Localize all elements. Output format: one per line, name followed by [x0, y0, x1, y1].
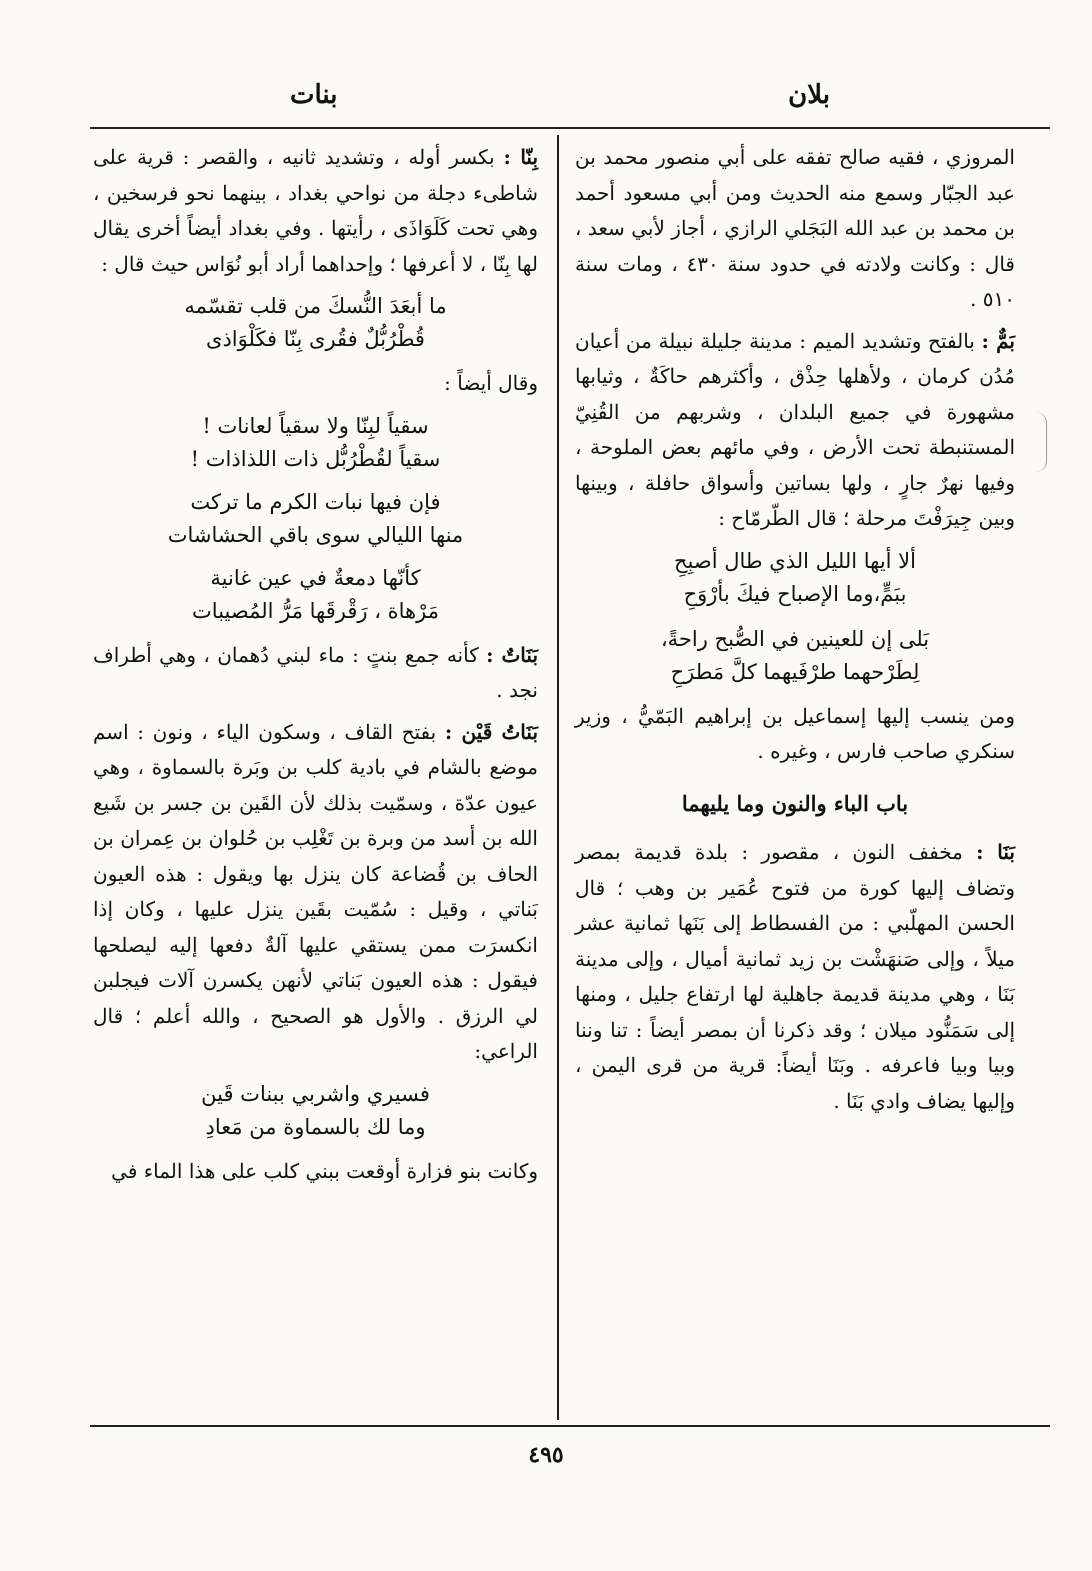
- verse-rai: [93, 1078, 538, 1144]
- verse-line: فإن فيها نبات الكرم ما تركت: [190, 489, 441, 514]
- paragraph-marwazi: المروزي ، فقيه صالح تفقه على أبي منصور محمد بن عبد الجبّار وسمع منه الحديث ومن أبي مسعود أحمد بن محمد بن عبد الله البَجَلي الرازي ، أجاز لأبي سعد ، قال : وكانت ولادته في حدود سنة ٤٣٠ ، ومات سنة ٥١٠ .: [575, 145, 1015, 311]
- paragraph-final: وكانت بنو فزارة أوقعت ببني كلب على هذا الماء في: [111, 1158, 538, 1183]
- verse-line: ألا أيها الليل الذي طال أصبِحِ: [674, 548, 916, 573]
- verse-line: فسيري واشربي ببنات قَين: [201, 1081, 430, 1106]
- verse-line: ببَمٍّ،وما الإصباح فيكَ بأرْوَحِ: [683, 581, 907, 606]
- paragraph-bammi: ومن ينسب إليها إسماعيل بن إبراهيم البَمّيُّ ، وزير سنكري صاحب فارس ، وغيره .: [575, 703, 1015, 763]
- entry-binna: بِنّا : بكسر أوله ، وتشديد ثانيه ، والقصر : قرية على شاطىء دجلة من نواحي بغداد ، بينهما نحو فرسخين ، وهي تحت كَلَوَاذَى ، رأيتها . وفي بغداد أيضاً أخرى يقال لها بِنّا ، لا أعرفها ؛ وإحداهما أراد أبو نُوَاس حيث قال :: [93, 145, 539, 276]
- entry-banat: بَنَاتٌ : كأنه جمع بنتٍ : ماء لبني دُهمان ، وهي أطراف نجد .: [93, 642, 539, 702]
- column-divider: [557, 135, 559, 1420]
- also-said-line: وقال أيضاً :: [444, 371, 538, 395]
- verse-line: بَلى إن للعينين في الصُّبح راحةً،: [660, 626, 930, 651]
- header-left-word: بنات: [290, 80, 338, 110]
- page-header: [90, 70, 1050, 130]
- entry-bana: بَنَا : مخفف النون ، مقصور : بلدة قديمة بمصر وتضاف إليها كورة من فتوح عُمَير بن وهب ؛ قال الحسن المهلّبي : من الفسطاط إلى بَنَها ثمانية عشر ميلاً ، وإلى صَنهَشْت بن زيد ثمانية أميال ، وإلى مدينة بَنَا ، وهي مدينة قديمة جاهلية لها ارتفاع جليل ، ومنها إلى سَمَنُّود ميلان ؛ وقد ذكرنا أن بمصر أيضاً : تنا وننا وبيا وبيا فاعرفه . وبَنَا أيضاً: قرية من قرى اليمن ، وإليها يضاف وادي بَنَا .: [575, 840, 1015, 1113]
- verse-line: سقياً لقُطْرُبُّل ذات اللذاذات !: [190, 446, 441, 471]
- entry-banat-qayn: بَنَاتُ قَيْن : بفتح القاف ، وسكون الياء ، ونون : اسم موضع بالشام في بادية كلب بن وبَرة بالسماوة ، وهي عيون عدّة ، وسمّيت بذلك لأن القَين بن جسر بن شَيع الله بن أسد من وبرة بن تَغْلِب بن حُلوان بن عِمران بن الحاف بن قُضاعة كان ينزل بها ويقول : هذه العيون بَناتي ، وقيل : سُمّيت بقَين ينزل عليها ، وكان إذا انكسرَت ممن يستقي عليها آلةٌ دفعها إليه ليصلحها فيقول : هذه العيون بَناتي لأنهن يكسرن آلات فيجلبن لي الرزق . والأول هو الصحيح ، والله أعلم ؛ قال الراعي:: [93, 719, 539, 1063]
- right-column: [575, 140, 1015, 1125]
- verse-line: وما لك بالسماوة من مَعادِ: [205, 1114, 426, 1139]
- verse-tirimmah: [575, 545, 1015, 689]
- entry-title: بَنَا :: [976, 840, 1015, 864]
- header-right-word: بلان: [788, 80, 830, 110]
- margin-bracket-mark: [1036, 412, 1047, 472]
- verse-abu-nuwas: [93, 290, 538, 356]
- verse-line: كأنّها دمعةٌ في عين غانية: [210, 565, 421, 590]
- verse-line: مَرْهاة ، رَقْرقَها مَرُّ المُصيبات: [192, 598, 439, 623]
- bottom-rule: [90, 1425, 1050, 1427]
- page-number: ٤٩٥: [528, 1442, 564, 1468]
- verse-abu-nuwas-2: [93, 410, 538, 628]
- entry-bamm: بَمٌّ : بالفتح وتشديد الميم : مدينة جليلة نبيلة من أعيان مُدُن كرمان ، ولأهلها حِذْق ، وأكثرهم حاكَةٌ ، وثيابها مشهورة في جميع البلدان ، وشربهم من القُنِيّ المستنبطة تحت الأرض ، وفي مائهم بعض الملوحة ، وفيها نهرٌ جارٍ ، ولها بساتين وأسواق حافلة ، وبينها وبين جِيرَفْتَ مرحلة ؛ قال الطّرمّاح :: [575, 328, 1015, 530]
- verse-line: ما أبعَدَ النُّسكَ من قلب تقسّمه: [184, 294, 447, 318]
- entry-title: بَنَاتُ قَيْن :: [444, 719, 539, 744]
- verse-line: قُطْرُبُّلٌ فقُرى بِنّا فكَلْوَاذى: [206, 327, 425, 351]
- section-heading: باب الباء والنون وما يليهما: [681, 790, 909, 816]
- verse-line: سقياً لبِنّا ولا سقياً لعانات !: [202, 413, 429, 438]
- entry-title: بَنَاتٌ :: [486, 642, 539, 667]
- entry-title: بِنّا :: [503, 145, 539, 169]
- entry-title: بَمٌّ :: [981, 328, 1015, 353]
- verse-line: منها الليالي سوى باقي الحشاشات: [167, 522, 464, 547]
- left-column: [93, 140, 538, 1195]
- verse-line: لِطَرْحهما طرْفَيهما كلَّ مَطرَحِ: [670, 659, 920, 684]
- top-rule: [90, 127, 1050, 129]
